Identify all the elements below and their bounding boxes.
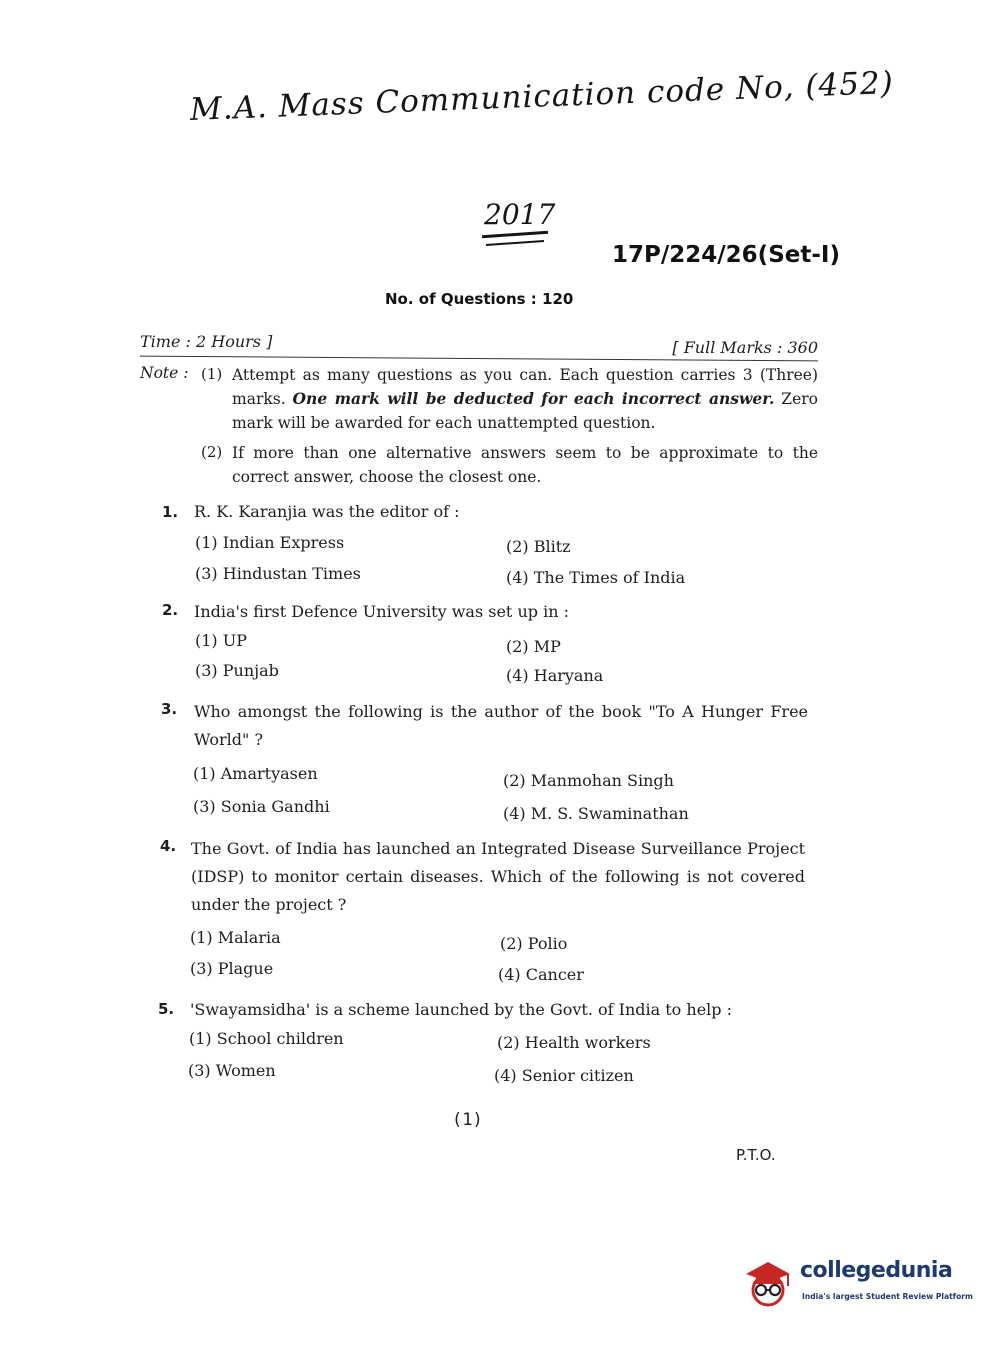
option: (2) MP xyxy=(506,637,561,656)
option: (4) Cancer xyxy=(498,965,584,984)
note-label: Note : xyxy=(140,364,189,382)
question-text: Who amongst the following is the author of the book "To A Hunger Free World" ? xyxy=(194,702,808,749)
brand-tagline: India's largest Student Review Platform xyxy=(802,1292,973,1301)
pto-label: P.T.O. xyxy=(736,1146,776,1164)
question-number: 4. xyxy=(160,837,177,855)
option: (3) Sonia Gandhi xyxy=(193,797,330,816)
question-number: 5. xyxy=(158,1000,175,1018)
full-marks-label: [ Full Marks : 360 xyxy=(672,338,818,357)
question-text: India's first Defence University was set up in : xyxy=(194,602,569,621)
option: (3) Hindustan Times xyxy=(195,564,361,583)
note-item-1: Attempt as many questions as you can. Each question carries 3 (Three) marks. One mark will be deducted for each incorrect answer. Zero mark will be awarded for each unattempted question. xyxy=(232,366,818,432)
option: (1) Malaria xyxy=(190,928,281,947)
option: (2) Polio xyxy=(500,934,568,953)
option: (2) Blitz xyxy=(506,537,571,556)
option: (4) Haryana xyxy=(506,666,604,685)
time-label: Time : 2 Hours ] xyxy=(140,332,273,351)
handwritten-year: 2017 xyxy=(484,198,556,231)
question-number: 1. xyxy=(162,503,179,521)
option: (3) Punjab xyxy=(195,661,279,680)
option: (3) Women xyxy=(188,1061,276,1080)
option: (4) The Times of India xyxy=(506,568,686,587)
page-number: (1) xyxy=(452,1110,483,1130)
question-text: 'Swayamsidha' is a scheme launched by the Govt. of India to help : xyxy=(190,1000,732,1019)
meta-row xyxy=(140,332,818,356)
question-number: 3. xyxy=(161,700,178,718)
note-item-2: If more than one alternative answers seem to be approximate to the correct answer, choose the closest one. xyxy=(232,444,818,486)
option: (2) Health workers xyxy=(497,1033,651,1052)
questions-count: No. of Questions : 120 xyxy=(385,290,574,308)
option: (3) Plague xyxy=(190,959,274,978)
option: (1) UP xyxy=(195,631,247,650)
brand-name: collegedunia xyxy=(800,1258,953,1283)
option: (1) School children xyxy=(189,1029,344,1048)
option: (1) Indian Express xyxy=(195,533,345,552)
collegedunia-watermark xyxy=(740,1250,980,1320)
collegedunia-logo-icon xyxy=(740,1252,796,1310)
option: (1) Amartyasen xyxy=(193,764,318,783)
handwritten-title: M.A. Mass Communication code No, (452) xyxy=(189,64,895,128)
question-number: 2. xyxy=(162,601,179,619)
paper-code: 17P/224/26(Set-I) xyxy=(612,242,840,268)
option: (2) Manmohan Singh xyxy=(503,771,674,790)
question-text: R. K. Karanjia was the editor of : xyxy=(194,502,460,521)
year-underline-2 xyxy=(486,240,544,246)
question-text: The Govt. of India has launched an Integrated Disease Surveillance Project (IDSP) to monitor certain diseases. Which of the following is not covered under the project ? xyxy=(191,839,805,914)
option: (4) Senior citizen xyxy=(494,1066,634,1085)
note-penalty-text: One mark will be deducted for each incorrect answer. xyxy=(292,389,775,408)
note-item-number: (2) xyxy=(201,443,223,461)
year-underline xyxy=(482,231,548,239)
note-item-number: (1) xyxy=(201,365,223,383)
option: (4) M. S. Swaminathan xyxy=(503,804,689,823)
